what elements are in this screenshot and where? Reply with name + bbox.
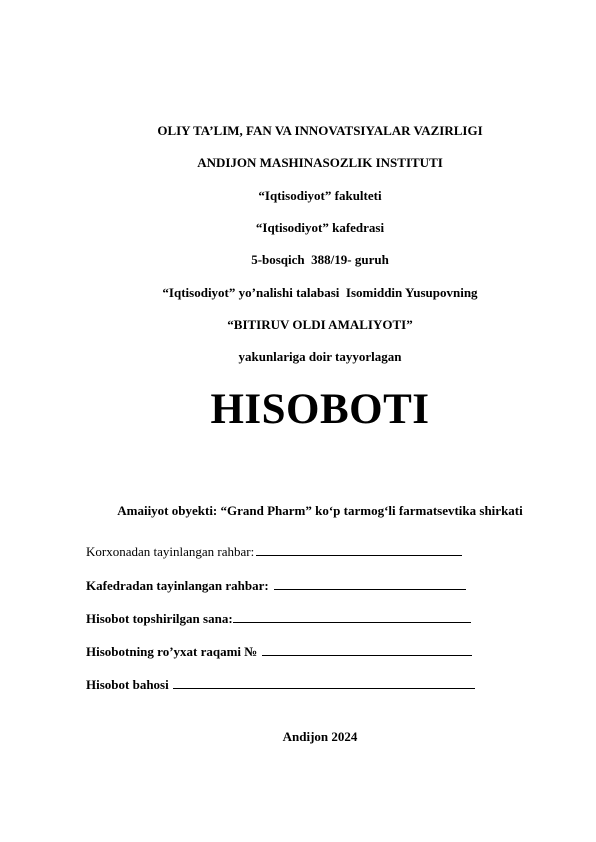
company-supervisor-blank [256,543,462,556]
report-title: HISOBOTI [210,386,430,433]
register-number-row [86,643,472,660]
institute-heading: ANDIJON MASHINASOZLIK INSTITUTI [197,155,443,170]
submission-date-row [86,610,471,627]
department-supervisor-blank [274,577,466,590]
company-supervisor-label: Korxonadan tayinlangan rahbar: [86,544,255,559]
submission-date-label: Hisobot topshirilgan sana: [86,611,233,626]
grade-row [86,676,475,693]
practice-line: “BITIRUV OLDI AMALIYOTI” [227,317,413,332]
grade-blank [173,676,475,689]
practice-object: Amaiiyot obyekti: “Grand Pharm” ko‘p tarmog‘li farmatsevtika shirkati [117,503,523,518]
group-line: 5-bosqich 388/19- guruh [251,252,389,267]
faculty-line: “Iqtisodiyot” fakulteti [258,188,382,203]
department-supervisor-row [86,577,466,594]
register-number-blank [262,643,472,656]
submission-date-blank [233,610,471,623]
register-number-label: Hisobotning ro’yxat raqami № [86,644,258,659]
department-supervisor-label: Kafedradan tayinlangan rahbar: [86,578,269,593]
student-line: “Iqtisodiyot” yo’nalishi talabasi Isomiddin Yusupovning [162,285,478,300]
department-line: “Iqtisodiyot” kafedrasi [255,220,385,235]
grade-label: Hisobot bahosi [86,677,169,692]
ministry-heading: OLIY TA’LIM, FAN VA INNOVATSIYALAR VAZIRLIGI [157,123,483,138]
company-supervisor-row [86,543,462,560]
prepared-line: yakunlariga doir tayyorlagan [238,349,402,364]
footer-city-year: Andijon 2024 [282,729,358,744]
